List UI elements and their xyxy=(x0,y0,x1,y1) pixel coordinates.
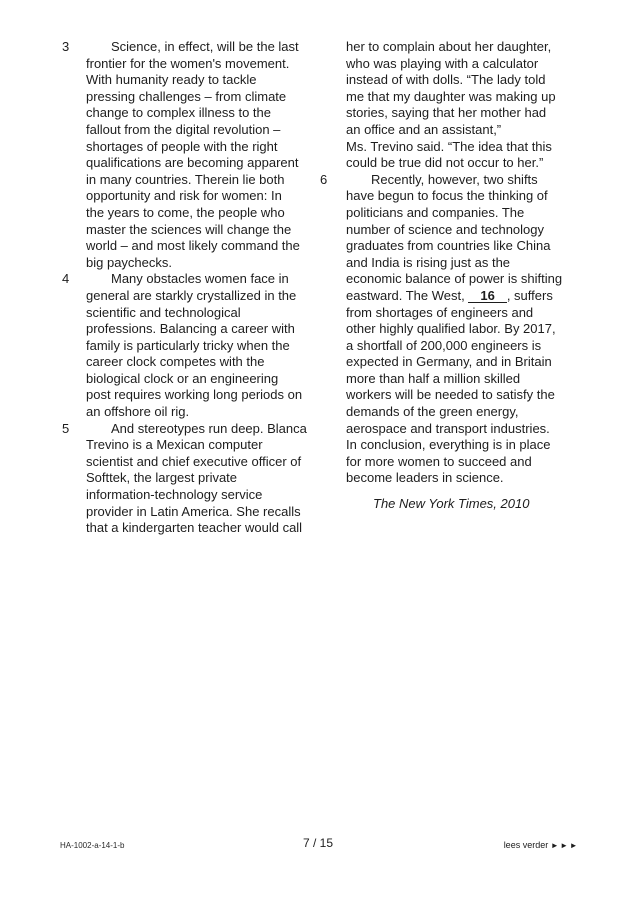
fill-in-gap: 16 xyxy=(468,289,506,303)
text-line: pressing challenges – from climate xyxy=(86,88,287,104)
text-line: provider in Latin America. She recalls xyxy=(86,503,301,519)
text-line: have begun to focus the thinking of xyxy=(346,188,548,204)
paragraph-number: 3 xyxy=(62,39,70,54)
text-column xyxy=(320,39,588,513)
text-line: scientist and chief executive officer of xyxy=(86,453,302,469)
text-line: the years to come, the people who xyxy=(86,204,285,220)
text-line: number of science and technology xyxy=(346,221,545,237)
text-line: world – and most likely command the xyxy=(86,238,300,254)
text-line: a shortfall of 200,000 engineers is xyxy=(346,337,542,353)
paragraph-number: 6 xyxy=(320,171,328,187)
paragraph xyxy=(62,39,324,271)
text-line: politicians and companies. The xyxy=(346,204,525,220)
text-line: post requires working long periods on xyxy=(86,387,303,403)
text-line: professions. Balancing a career with xyxy=(86,321,295,337)
text-line: expected in Germany, and in Britain xyxy=(346,354,552,370)
text-line: Recently, however, two shifts xyxy=(371,171,538,187)
text-line: other highly qualified labor. By 2017, xyxy=(346,321,556,337)
paragraph xyxy=(62,271,324,420)
text-line: eastward. The West, 16 , suffers xyxy=(346,287,553,303)
text-line: that a kindergarten teacher would call xyxy=(86,520,303,536)
text-line: frontier for the women's movement. xyxy=(86,55,290,71)
text-line: fallout from the digital revolution – xyxy=(86,121,281,137)
text-line: become leaders in science. xyxy=(346,470,504,486)
text-line: aerospace and transport industries. xyxy=(346,420,550,436)
text-line: biological clock or an engineering xyxy=(86,370,279,386)
text-line: an offshore oil rig. xyxy=(86,404,190,420)
text-line: an office and an assistant,” xyxy=(346,121,502,137)
text-line: shortages of people with the right xyxy=(86,138,278,154)
continue-notice xyxy=(504,840,579,851)
text-line: for more women to succeed and xyxy=(346,453,532,469)
text-line: In conclusion, everything is in place xyxy=(346,437,551,453)
paragraph-number: 4 xyxy=(62,271,70,287)
paragraph-number: 5 xyxy=(62,420,70,436)
source-attribution: The New York Times, 2010 xyxy=(373,496,530,512)
text-line: Softtek, the largest private xyxy=(86,470,238,486)
text-line: and India is rising just as the xyxy=(346,254,511,270)
text-line: workers will be needed to satisfy the xyxy=(346,387,555,403)
text-line: instead of with dolls. “The lady told xyxy=(346,72,546,88)
text-line: in many countries. Therein lie both xyxy=(86,171,285,187)
text-line: economic balance of power is shifting xyxy=(346,271,563,287)
paragraph xyxy=(320,39,588,172)
paragraph xyxy=(62,421,324,537)
text-line: Trevino is a Mexican computer xyxy=(86,437,263,453)
text-line: stories, saying that her mother had xyxy=(346,105,547,121)
text-line: Many obstacles women face in xyxy=(111,271,289,287)
text-line: career clock competes with the xyxy=(86,354,265,370)
text-line: demands of the green energy, xyxy=(346,404,519,420)
continue-arrows-icon: ►►► xyxy=(550,841,579,850)
text-line: change to complex illness to the xyxy=(86,105,271,121)
paragraph xyxy=(320,172,588,487)
text-line: scientific and technological xyxy=(86,304,241,320)
text-line: more than half a million skilled xyxy=(346,370,521,386)
text-line: could be true did not occur to her.” xyxy=(346,155,544,171)
text-line: And stereotypes run deep. Blanca xyxy=(111,420,307,436)
text-line: big paychecks. xyxy=(86,254,172,270)
text-line: family is particularly tricky when the xyxy=(86,337,290,353)
text-line: master the sciences will change the xyxy=(86,221,292,237)
text-line: With humanity ready to tackle xyxy=(86,72,257,88)
continue-label: lees verder xyxy=(503,840,549,850)
text-line: Ms. Trevino said. “The idea that this xyxy=(346,138,552,154)
text-line: who was playing with a calculator xyxy=(346,55,539,71)
text-line: information-technology service xyxy=(86,487,263,503)
text-column xyxy=(62,39,324,537)
text-line: from shortages of engineers and xyxy=(346,304,534,320)
text-line: graduates from countries like China xyxy=(346,238,551,254)
text-line: opportunity and risk for women: In xyxy=(86,188,282,204)
text-line: general are starkly crystallized in the xyxy=(86,287,297,303)
text-line: Science, in effect, will be the last xyxy=(111,39,299,54)
page-number: 7 / 15 xyxy=(302,836,334,850)
text-line: me that my daughter was making up xyxy=(346,88,556,104)
document-code: HA-1002-a-14-1-b xyxy=(60,841,125,850)
text-line: her to complain about her daughter, xyxy=(346,39,552,54)
text-line: qualifications are becoming apparent xyxy=(86,155,299,171)
